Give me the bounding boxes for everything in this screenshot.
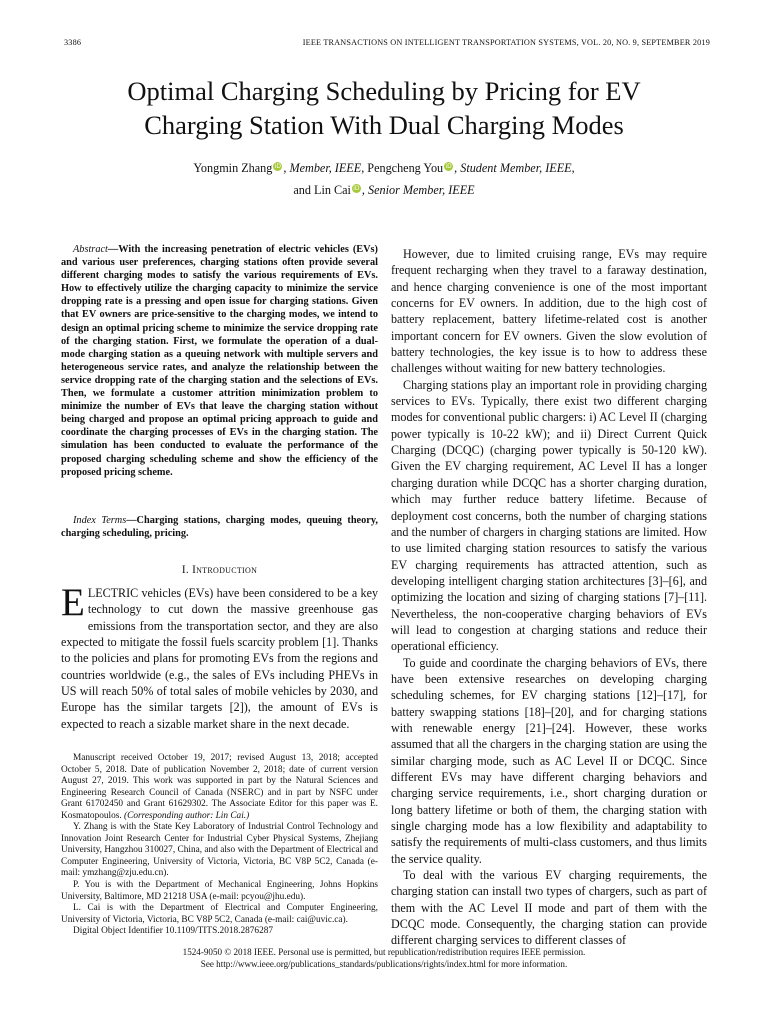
intro-text: LECTRIC vehicles (EVs) have been considered to be a key technology to cut down the massive greenhouse gas emissions from the transportation sector, and they are also expected to mitigate the fossil fuels scarcity problem [1]. Thanks to the policies and plans for promoting EVs from the regions and countries worldwide (e.g., the sales of EVs including PHEVs in US will reach 50% of total sales of mobile vehicles by 2030, and Europe has the similar targets [2]), the amount of EVs is expected to reach a sizable market share in the next decade. [61, 586, 378, 731]
introduction-paragraph [61, 581, 378, 732]
title-line-2: Charging Station With Dual Charging Modes [144, 110, 624, 140]
title-line-1: Optimal Charging Scheduling by Pricing for EV [127, 76, 641, 106]
abstract-text: With the increasing penetration of electric vehicles (EVs) and various user preferences, charging stations often provide several different charging modes to satisfy the various requirements of EVs. How to effectively utilize the charging capacity to minimize the service dropping rate is a pressing and open issue for charging stations. Given that EV owners are price-sensitive to the charging modes, we intend to design an optimal pricing scheme to minimize the service dropping rate of the charging station. First, we formulate the operation of a dual-mode charging station as a queuing network with multiple servers and heterogeneous service rates, and analyze the relationship between the service dropping rate of the charging station and the selections of EVs. Then, we formulate a customer attrition minimization problem to minimize the number of EVs that leave the charging station without being charged and propose an optimal pricing approach to guide and coordinate the charging processes of EVs in the charging station. The simulation has been conducted to evaluate the performance of the proposed charging scheduling scheme and show the efficiency of the proposed pricing scheme. [61, 244, 378, 478]
index-terms-text: Charging stations, charging modes, queuing theory, charging scheduling, pricing. [61, 515, 378, 540]
footnote-affiliation-cai: L. Cai is with the Department of Electrical and Computer Engineering, University of Victoria, Victoria, BC V8P 5C2, Canada (e-mail: cai@uvic.ca). [61, 903, 378, 925]
orcid-icon[interactable]: iD [353, 185, 360, 192]
footnote-affiliation-zhang: Y. Zhang is with the State Key Laboratory of Industrial Control Technology and Innovation Joint Research Center for Industrial Cyber Physical Systems, Zhejiang University, Hangzhou 310027, China, and also with the Department of Electrical and Computer Engineering, University of Victoria, Victoria, BC V8P 5C2, Canada (e-mail: ymzhang@zju.edu.cn). [61, 822, 378, 879]
footnote-affiliation-you: P. You is with the Department of Mechanical Engineering, Johns Hopkins University, Baltimore, MD 21218 USA (e-mail: pcyou@jhu.edu). [61, 880, 378, 902]
drop-cap: E [61, 581, 85, 624]
corresponding-author: (Corresponding author: Lin Cai.) [124, 810, 250, 821]
author-role: Senior Member, IEEE [368, 183, 475, 197]
footnotes [61, 753, 378, 938]
author-list [60, 157, 708, 201]
author-name: Yongmin Zhang [193, 161, 273, 175]
body-paragraph: To deal with the various EV charging requirements, the charging station can install two types of chargers, such as part of them with the AC Level II mode and part of them with the DCQC mode. Consequently, the charging station can provide different charging services to different classes of [391, 868, 707, 948]
section-number: I. [181, 564, 189, 576]
abstract: Abstract—With the increasing penetration of electric vehicles (EVs) and various user preferences, charging stations often provide several different charging modes to satisfy the various requirements of EVs. How to effectively utilize the charging capacity to minimize the service dropping rate is a pressing and open issue for charging stations. Given that EV owners are price-sensitive to the charging modes, we intend to design an optimal pricing scheme to minimize the service dropping rate of the charging station. First, we formulate the operation of a dual-mode charging station as a queuing network with multiple servers and heterogeneous service rates, and analyze the relationship between the service dropping rate of the charging station and the selections of EVs. Then, we formulate a customer attrition minimization problem to minimize the number of EVs that leave the charging station without being charged and propose an optimal pricing approach to guide and coordinate the charging processes of EVs in the charging station. The simulation has been conducted to evaluate the performance of the proposed charging scheduling scheme and show the efficiency of the proposed pricing scheme. [61, 244, 378, 478]
footnote-doi[interactable]: Digital Object Identifier 10.1109/TITS.2018.2876287 [73, 926, 274, 937]
running-header [64, 38, 710, 50]
section-title: Introduction [192, 564, 258, 576]
author-line-1: Yongmin Zhang iD , Member, IEEE, Pengcheng You iD , Student Member, IEEE, [193, 161, 575, 175]
journal-name: IEEE TRANSACTIONS ON INTELLIGENT TRANSPORTATION SYSTEMS, VOL. 20, NO. 9, SEPTEMBER 2019 [302, 38, 710, 47]
right-column-body [391, 246, 707, 949]
section-heading [61, 564, 378, 576]
index-terms-label: Index Terms [73, 515, 127, 526]
body-paragraph: Charging stations play an important role in providing charging services to EVs. Typically, there exist two different charging modes for conventional public chargers: i) AC Level II (charging power typically is 10-22 kW); and ii) Direct Current Quick Charging (DCQC) (charging power typically is 50-120 kW). Given the EV charging requirement, AC Level II has a longer charging duration while DCQC has a shorter charging duration, which may further reduce battery lifetime. Because of deployment cost concerns, both the number of charging stations and the number of chargers in charging stations are limited. How to use limited charging station resources to satisfy the various EV charging requirements has attracted attention, such as developing intelligent charging station architectures [3]–[6], and optimizing the location and sizing of charging stations [7]–[11]. Nevertheless, the non-cooperative charging behaviors of EVs will lead to congestion at charging stations and reduce their operational efficiency. [391, 377, 707, 654]
orcid-icon[interactable]: iD [445, 163, 452, 170]
copyright-line-1: 1524-9050 © 2018 IEEE. Personal use is permitted, but republication/redistribution requires IEEE permission. [182, 947, 586, 957]
body-paragraph: However, due to limited cruising range, EVs may require frequent recharging when they travel to a faraway destination, and hence charging convenience is one of the most important concerns for EV owners. In addition, due to the high cost of battery replacement, battery lifetime-related cost is another important concern for EV owners. Given the slow evolution of battery technologies, the key issue is to how to address these challenges without waiting for new battery technologies. [391, 247, 707, 376]
index-terms: Index Terms—Charging stations, charging modes, queuing theory, charging scheduling, pricing. [61, 515, 378, 540]
author-role: Student Member, IEEE [460, 161, 572, 175]
body-paragraph: To guide and coordinate the charging behaviors of EVs, there have been extensive researches on developing charging scheduling schemes, for EV charging stations [12]–[17], for battery swapping stations [18]–[20], and for charging stations with renewable energy [21]–[24]. However, these works assumed that all the chargers in the charging station are using the similar charging mode, such as AC Level II or DCQC. Since different EVs may have different charging behaviors and charging service requirements, i.e., short charging duration or long battery lifetime or both of them, the charging station with single charging mode has a low flexibility and adaptability to satisfy the requirements of multi-class customers, and thus limits the service quality. [391, 655, 707, 866]
author-name: and Lin Cai [293, 183, 351, 197]
copyright-notice [60, 947, 708, 970]
paper-title [40, 74, 728, 142]
copyright-line-2[interactable]: See http://www.ieee.org/publications_standards/publications/rights/index.html for more information. [200, 958, 568, 969]
footnote-manuscript: Manuscript received October 19, 2017; revised August 13, 2018; accepted October 5, 2018. Date of publication November 2, 2018; date of current version August 27, 2019. This work was supported in part by the Natural Sciences and Engineering Research Council of Canada (NSERC) and in part by NSFC under Grant 61702450 and Grant 61629302. The Associate Editor for this paper was E. Kosmatopoulos. (Corresponding author: Lin Cai.) [61, 753, 378, 821]
author-line-2: and Lin Cai iD , Senior Member, IEEE [293, 183, 475, 197]
abstract-label: Abstract [73, 244, 108, 255]
orcid-icon[interactable]: iD [274, 163, 281, 170]
author-role: Member, IEEE [289, 161, 362, 175]
page-number: 3386 [64, 38, 82, 47]
author-name: Pengcheng You [367, 161, 444, 175]
